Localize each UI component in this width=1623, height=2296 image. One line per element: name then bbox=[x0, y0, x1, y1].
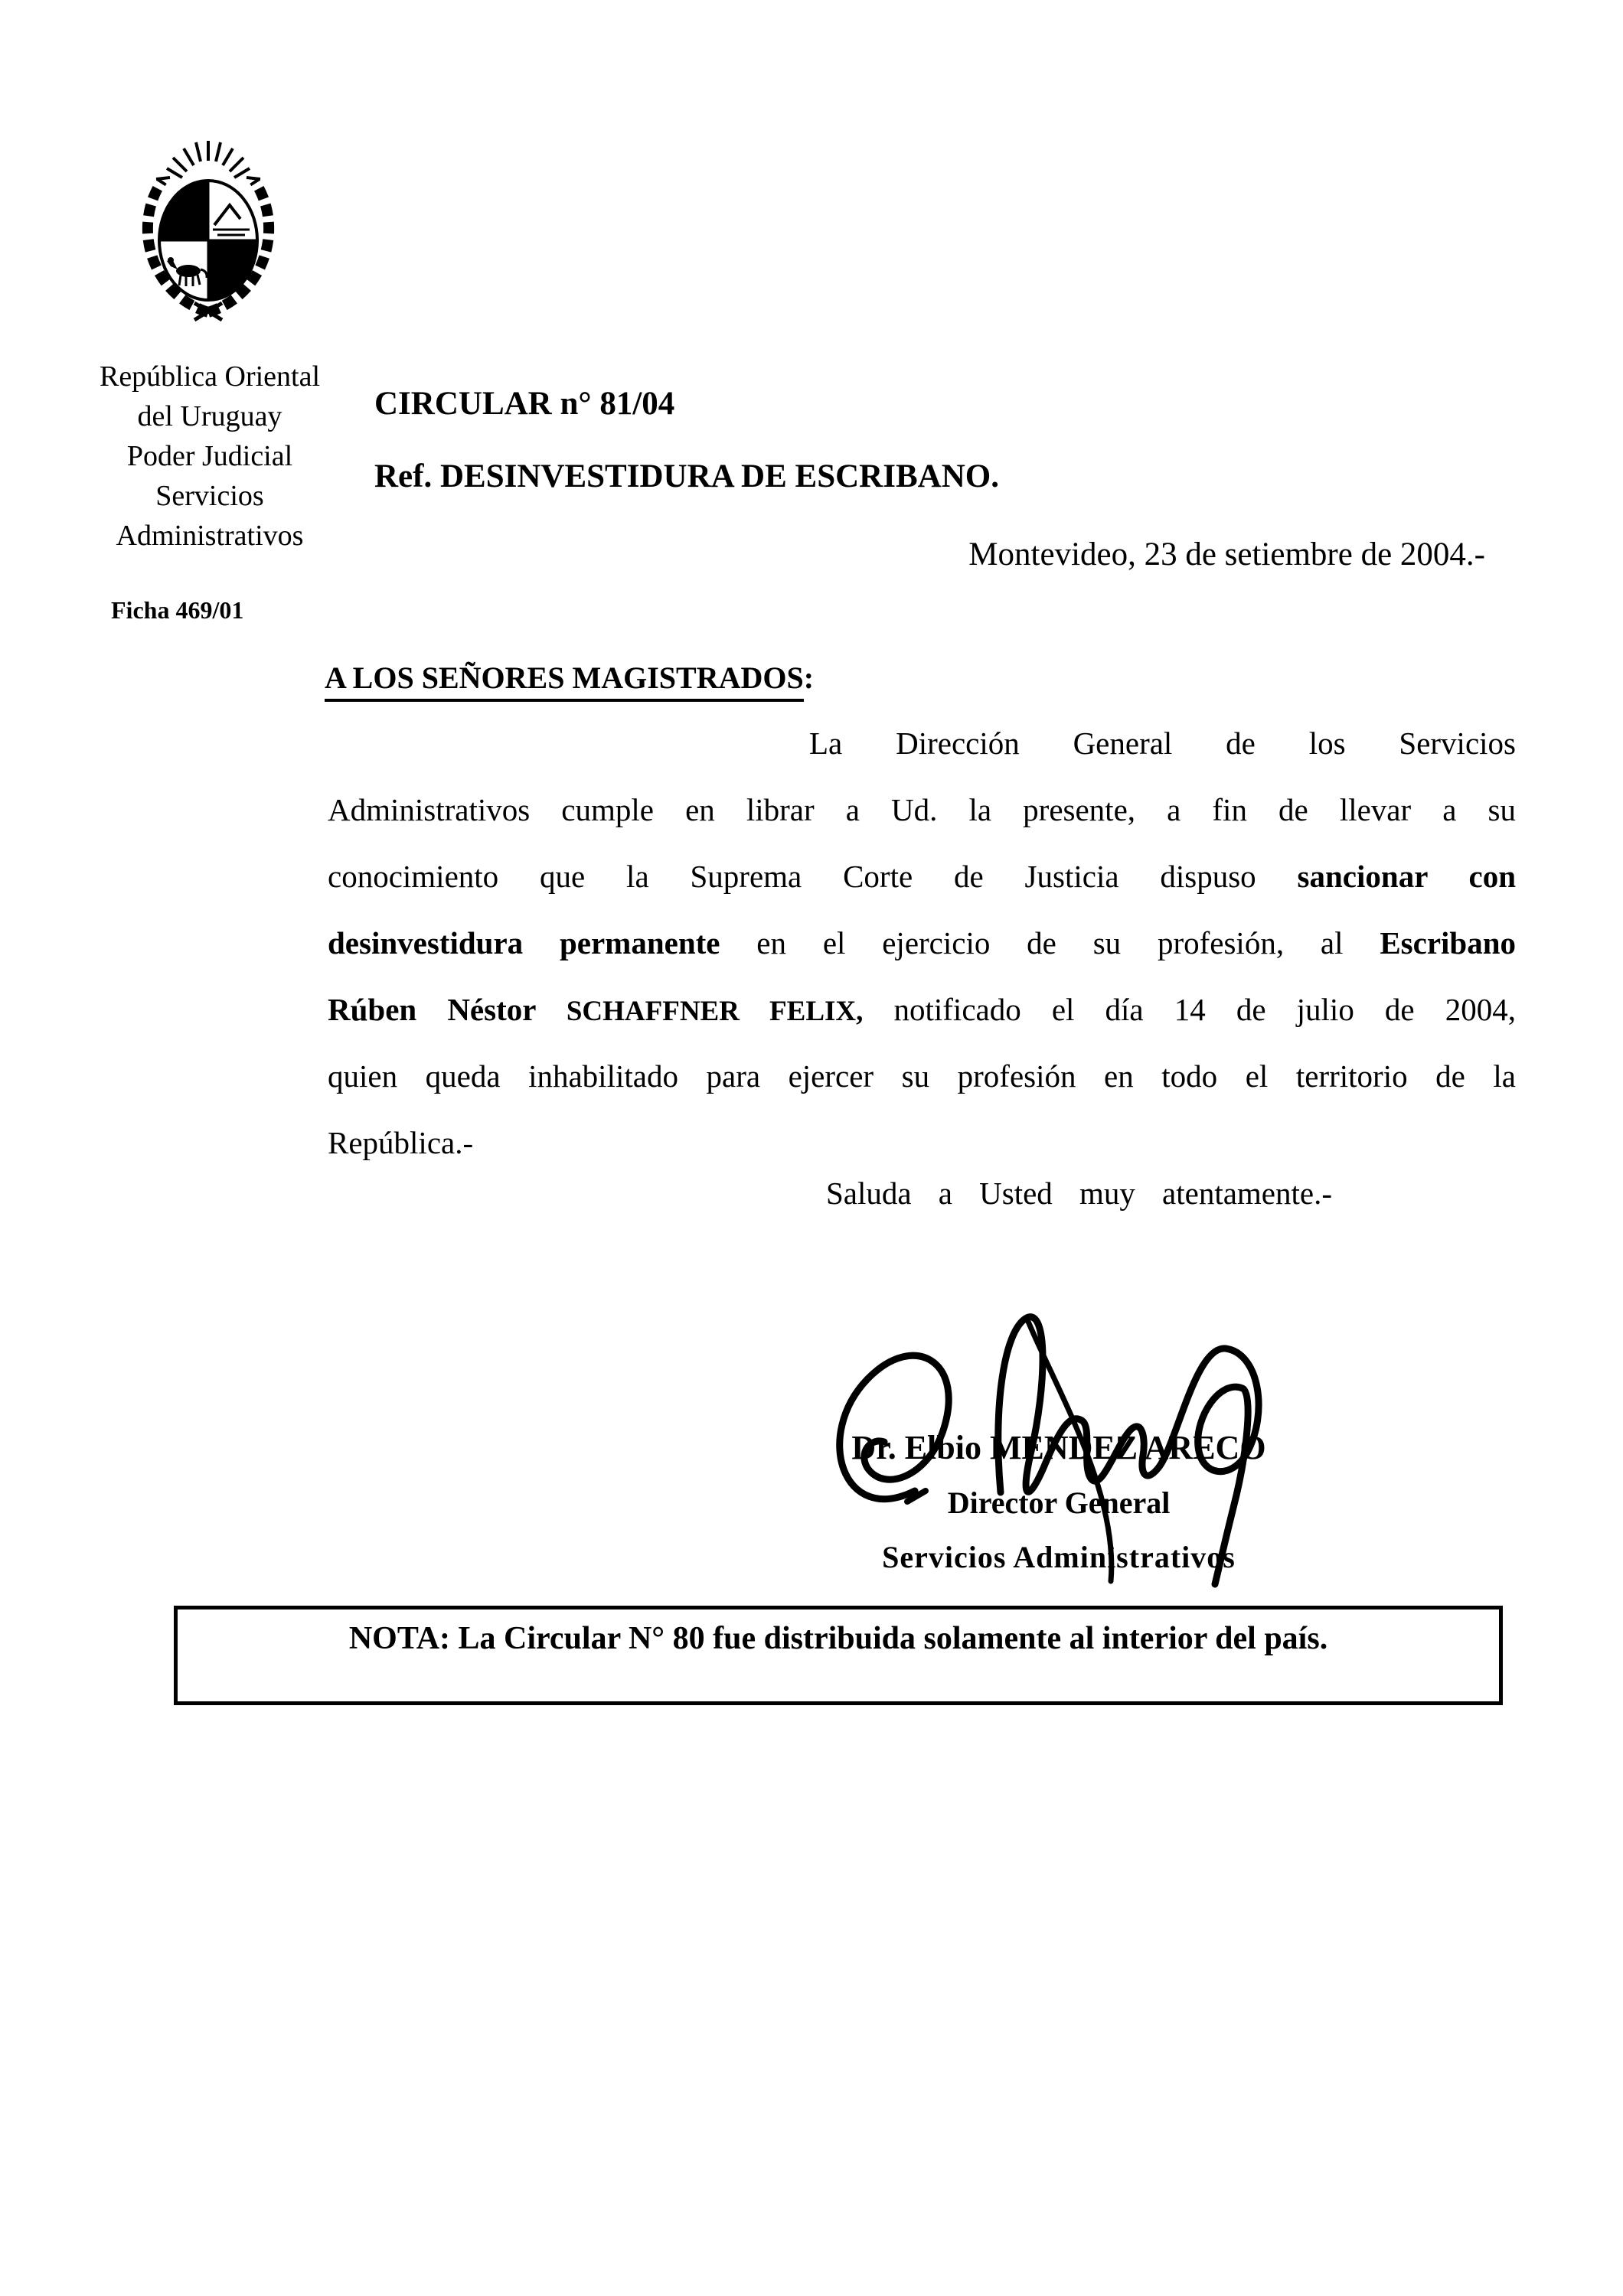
body-text: en el ejercicio de su profesión, al bbox=[720, 925, 1380, 960]
body-text: República.- bbox=[328, 1125, 474, 1160]
body-text: quien queda inhabilitado para ejercer su profesión en todo el territorio de la bbox=[328, 1058, 1516, 1094]
dateline: Montevideo, 23 de setiembre de 2004.- bbox=[968, 536, 1485, 572]
note-box bbox=[174, 1606, 1503, 1705]
body-text-bold: Escribano bbox=[1380, 925, 1517, 960]
body-text: La Dirección General de los Servicios bbox=[809, 726, 1516, 761]
ficha-number: Ficha 469/01 bbox=[111, 596, 244, 624]
letter-body bbox=[328, 710, 1516, 1176]
body-line bbox=[328, 977, 1516, 1043]
body-line bbox=[328, 1110, 1516, 1176]
org-block bbox=[60, 357, 360, 556]
body-text-bold: sancionar con bbox=[1297, 859, 1517, 894]
org-line: del Uruguay bbox=[137, 400, 282, 432]
body-line bbox=[328, 910, 1516, 977]
org-line: Administrativos bbox=[116, 520, 304, 552]
body-text-bold: Rúben Néstor bbox=[328, 992, 567, 1027]
body-line bbox=[328, 777, 1516, 843]
body-text-bold: desinvestidura permanente bbox=[328, 925, 720, 960]
closing-line: Saluda a Usted muy atentamente.- bbox=[826, 1176, 1332, 1211]
signer-block bbox=[829, 1420, 1288, 1584]
body-text-caps: SCHAFFNER FELIX, bbox=[566, 996, 864, 1027]
uruguay-coat-of-arms-icon bbox=[129, 135, 288, 323]
note-text: NOTA: La Circular N° 80 fue distribuida solamente al interior del país. bbox=[348, 1621, 1328, 1656]
signer-org: Servicios Administrativos bbox=[882, 1540, 1236, 1574]
body-text: notificado el día 14 de julio de 2004, bbox=[863, 992, 1516, 1027]
salutation-text: A LOS SEÑORES MAGISTRADOS bbox=[325, 660, 804, 702]
body-text: Administrativos cumple en librar a Ud. la presente, a fin de llevar a su bbox=[328, 792, 1516, 827]
sun-rays bbox=[156, 141, 260, 179]
org-line: Servicios bbox=[155, 480, 264, 512]
body-line bbox=[328, 1043, 1516, 1110]
org-line: Poder Judicial bbox=[126, 440, 293, 472]
salutation-colon: : bbox=[803, 660, 815, 695]
body-line bbox=[328, 843, 1516, 910]
salutation-heading bbox=[325, 660, 814, 696]
circular-number: CIRCULAR n° 81/04 bbox=[374, 386, 675, 422]
reference-line: Ref. DESINVESTIDURA DE ESCRIBANO. bbox=[374, 458, 999, 494]
org-line: República Oriental bbox=[99, 360, 321, 393]
signer-title: Director General bbox=[947, 1486, 1171, 1520]
body-line bbox=[328, 710, 1516, 777]
body-text: conocimiento que la Suprema Corte de Justicia dispuso bbox=[328, 859, 1298, 894]
signer-name: Dr. Elbio MENDEZ ARECO bbox=[851, 1429, 1266, 1466]
